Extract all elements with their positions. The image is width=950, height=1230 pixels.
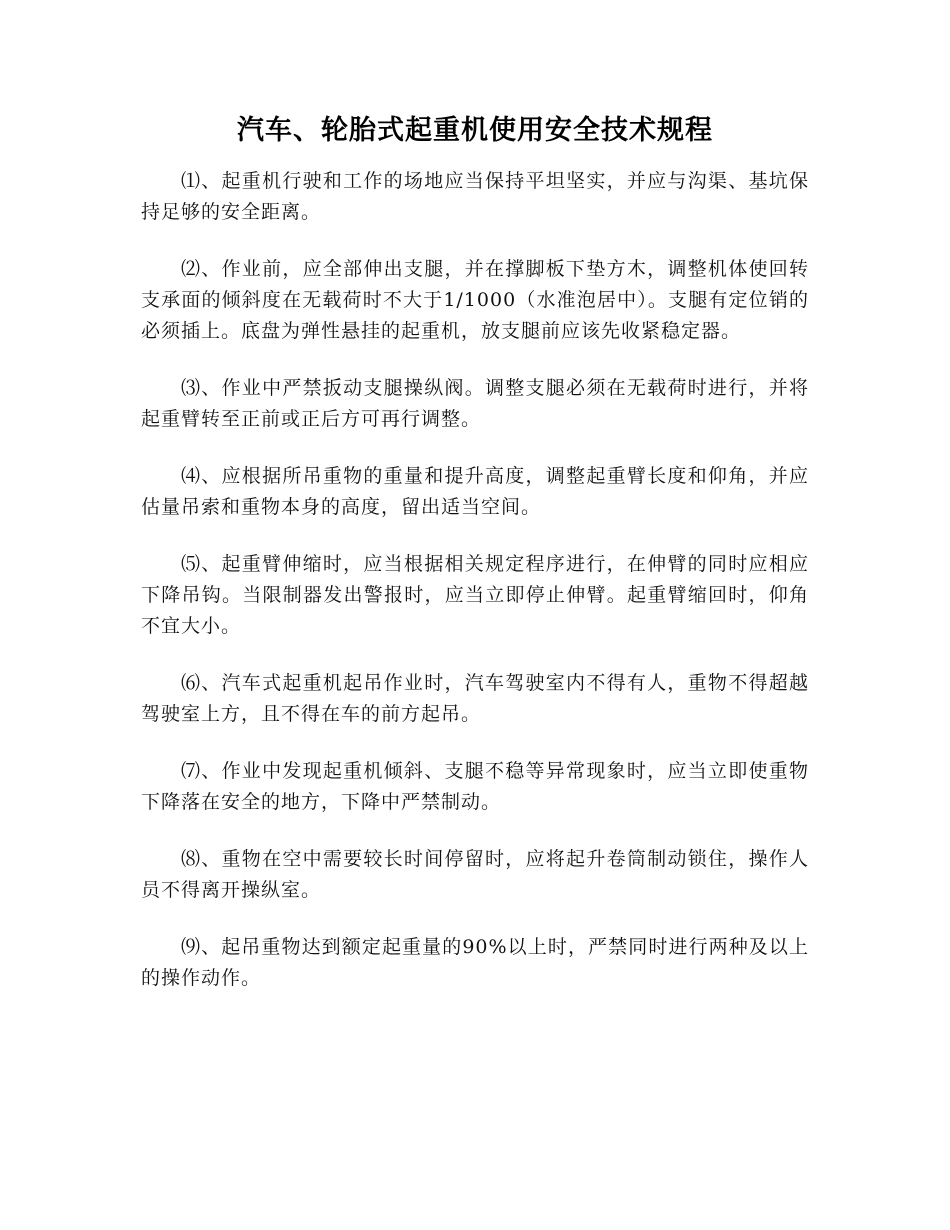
paragraph-4: ⑷、应根据所吊重物的重量和提升高度，调整起重臂长度和仰角，并应估量吊索和重物本身的高度，留出适当空间。 [141,465,809,518]
document-title: 汽车、轮胎式起重机使用安全技术规程 [237,115,713,146]
paragraph-5: ⑸、起重臂伸缩时，应当根据相关规定程序进行，在伸臂的同时应相应下降吊钩。当限制器发出警报时，应当立即停止伸臂。起重臂缩回时，仰角不宜大小。 [141,553,809,637]
paragraph-6: ⑹、汽车式起重机起吊作业时，汽车驾驶室内不得有人，重物不得超越驾驶室上方，且不得在车的前方起吊。 [141,672,809,725]
paragraph-3: ⑶、作业中严禁扳动支腿操纵阀。调整支腿必须在无载荷时进行，并将起重臂转至正前或正后方可再行调整。 [141,377,809,430]
paragraph-9: ⑼、起吊重物达到额定起重量的90%以上时，严禁同时进行两种及以上的操作动作。 [141,936,809,989]
document-body [141,166,809,1020]
paragraph-7: ⑺、作业中发现起重机倾斜、支腿不稳等异常现象时，应当立即使重物下降落在安全的地方，下降中严禁制动。 [141,760,809,813]
paragraph-2: ⑵、作业前，应全部伸出支腿，并在撑脚板下垫方木，调整机体使回转支承面的倾斜度在无载荷时不大于1/1000（水准泡居中）。支腿有定位销的必须插上。底盘为弹性悬挂的起重机，放支腿前应该先收紧稳定器。 [141,258,809,342]
paragraph-1: ⑴、起重机行驶和工作的场地应当保持平坦坚实，并应与沟渠、基坑保持足够的安全距离。 [141,170,809,223]
paragraph-8: ⑻、重物在空中需要较长时间停留时，应将起升卷筒制动锁住，操作人员不得离开操纵室。 [141,848,809,901]
